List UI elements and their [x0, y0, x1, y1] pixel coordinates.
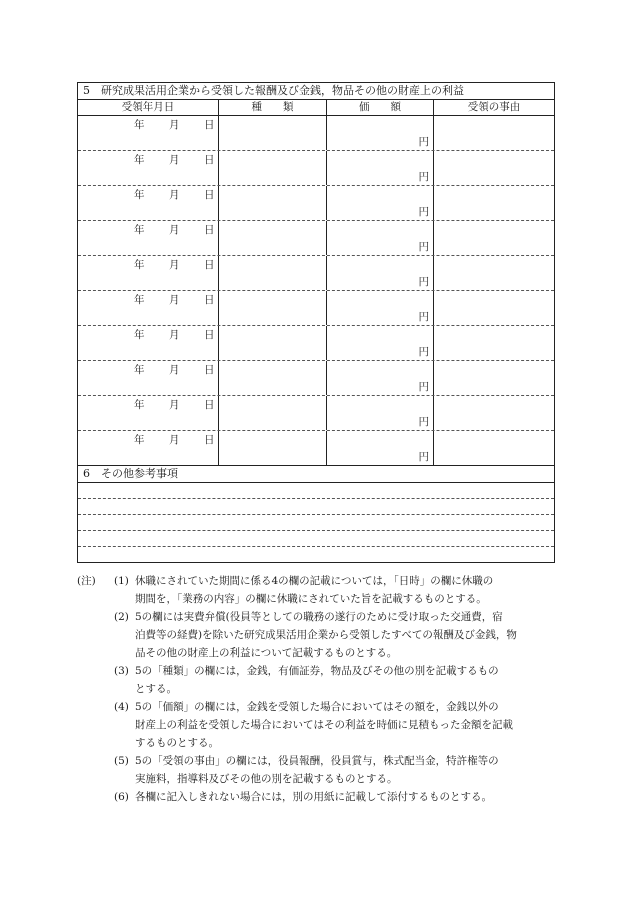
- reason-cell[interactable]: [434, 396, 554, 430]
- note-number: (5): [114, 755, 129, 767]
- yen-label: 円: [418, 136, 429, 148]
- notes-label: (注): [77, 575, 96, 587]
- yen-label: 円: [418, 416, 429, 428]
- year-label: 年: [134, 364, 145, 376]
- reason-cell[interactable]: [434, 116, 554, 150]
- received-date-cell[interactable]: [78, 396, 219, 430]
- note-text-line: 5の「価額」の欄には，金銭を受領した場合においてはその額を，金銭以外の: [135, 701, 499, 713]
- month-label: 月: [169, 294, 180, 306]
- header-type: 種 類: [219, 100, 327, 115]
- yen-label: 円: [418, 381, 429, 393]
- month-label: 月: [169, 329, 180, 341]
- note-number: (6): [114, 791, 129, 803]
- month-label: 月: [169, 364, 180, 376]
- note-text-line: 5の欄には実費弁償(役員等としての職務の遂行のために受け取った交通費，宿: [135, 611, 503, 623]
- reason-cell[interactable]: [434, 256, 554, 290]
- yen-label: 円: [418, 276, 429, 288]
- day-label: 日: [204, 364, 215, 376]
- header-reason: 受領の事由: [467, 101, 521, 113]
- received-date-cell[interactable]: [78, 431, 219, 465]
- value-cell[interactable]: [327, 256, 434, 290]
- type-cell[interactable]: [219, 326, 327, 360]
- month-label: 月: [169, 434, 180, 446]
- received-date-cell[interactable]: [78, 186, 219, 220]
- date-labels: [78, 222, 219, 236]
- type-cell[interactable]: [219, 361, 327, 395]
- month-label: 月: [169, 154, 180, 166]
- note-number: (1): [114, 575, 129, 587]
- value-cell[interactable]: [327, 291, 434, 325]
- reason-cell[interactable]: [434, 361, 554, 395]
- note-text-line: 品その他の財産上の利益について記載するものとする。: [135, 647, 398, 659]
- value-cell[interactable]: [327, 431, 434, 465]
- type-cell[interactable]: [219, 221, 327, 255]
- year-label: 年: [134, 329, 145, 341]
- table-row: [78, 326, 554, 361]
- date-labels: [78, 432, 219, 446]
- year-label: 年: [134, 154, 145, 166]
- note-number: (3): [114, 665, 129, 677]
- month-label: 月: [169, 224, 180, 236]
- date-labels: [78, 152, 219, 166]
- year-label: 年: [134, 294, 145, 306]
- report-form: [77, 82, 555, 563]
- month-label: 月: [169, 259, 180, 271]
- day-label: 日: [204, 399, 215, 411]
- section6: [78, 466, 554, 562]
- reason-cell[interactable]: [434, 326, 554, 360]
- notes: [77, 572, 557, 806]
- reason-cell[interactable]: [434, 186, 554, 220]
- day-label: 日: [204, 434, 215, 446]
- table-row: [78, 221, 554, 256]
- value-cell[interactable]: [327, 396, 434, 430]
- received-date-cell[interactable]: [78, 361, 219, 395]
- note-text-line: 泊費等の経費)を除いた研究成果活用企業から受領したすべての報酬及び金銭，物: [135, 629, 517, 641]
- reference-line[interactable]: [78, 515, 554, 531]
- year-label: 年: [134, 434, 145, 446]
- note-text-line: するものとする。: [135, 737, 219, 749]
- month-label: 月: [169, 189, 180, 201]
- type-cell[interactable]: [219, 151, 327, 185]
- table-row: [78, 116, 554, 151]
- received-date-cell[interactable]: [78, 291, 219, 325]
- note-text-line: 財産上の利益を受領した場合においてはその利益を時価に見積もった金額を記載: [135, 719, 513, 731]
- month-label: 月: [169, 399, 180, 411]
- year-label: 年: [134, 224, 145, 236]
- received-date-cell[interactable]: [78, 326, 219, 360]
- table-row: [78, 396, 554, 431]
- type-cell[interactable]: [219, 291, 327, 325]
- type-cell[interactable]: [219, 431, 327, 465]
- note-text-line: 期間を，「業務の内容」の欄に休職にされていた旨を記載するものとする。: [135, 593, 487, 605]
- day-label: 日: [204, 224, 215, 236]
- table-row: [78, 186, 554, 221]
- date-labels: [78, 397, 219, 411]
- day-label: 日: [204, 329, 215, 341]
- note-text-line: 実施料，指導料及びその他の別を記載するものとする。: [135, 773, 398, 785]
- note-text-line: 各欄に記入しきれない場合には，別の用紙に記載して添付するものとする。: [135, 791, 492, 803]
- date-labels: [78, 257, 219, 271]
- year-label: 年: [134, 259, 145, 271]
- type-cell[interactable]: [219, 116, 327, 150]
- date-labels: [78, 187, 219, 201]
- day-label: 日: [204, 189, 215, 201]
- reason-cell[interactable]: [434, 151, 554, 185]
- month-label: 月: [169, 119, 180, 131]
- reason-cell[interactable]: [434, 291, 554, 325]
- note-text-line: とする。: [135, 683, 177, 695]
- value-cell[interactable]: [327, 186, 434, 220]
- type-cell[interactable]: [219, 256, 327, 290]
- note-item: [77, 662, 557, 698]
- value-cell[interactable]: [327, 116, 434, 150]
- section6-lines: [78, 483, 554, 562]
- reason-cell[interactable]: [434, 431, 554, 465]
- note-item: [77, 698, 557, 752]
- note-text-line: 5の「種類」の欄には，金銭，有価証券，物品及びその他の別を記載するもの: [135, 665, 499, 677]
- type-cell[interactable]: [219, 396, 327, 430]
- yen-label: 円: [418, 206, 429, 218]
- day-label: 日: [204, 154, 215, 166]
- note-item: [77, 752, 557, 788]
- table-row: [78, 256, 554, 291]
- received-date-cell[interactable]: [78, 116, 219, 150]
- note-number: (2): [114, 611, 129, 623]
- reference-line[interactable]: [78, 483, 554, 499]
- reference-line[interactable]: [78, 531, 554, 547]
- reason-cell[interactable]: [434, 221, 554, 255]
- note-number: (4): [114, 701, 129, 713]
- header-received-date: 受領年月日: [78, 100, 219, 115]
- note-text-line: 休職にされていた期間に係る4の欄の記載については，「日時」の欄に休職の: [135, 575, 494, 587]
- received-date-cell[interactable]: [78, 151, 219, 185]
- table-row: [78, 151, 554, 186]
- note-text-line: 5の「受領の事由」の欄には，役員報酬，役員賞与，株式配当金，特許権等の: [135, 755, 499, 767]
- yen-label: 円: [418, 451, 429, 463]
- table-row: [78, 291, 554, 326]
- yen-label: 円: [418, 311, 429, 323]
- header-value: 価 額: [327, 100, 434, 115]
- yen-label: 円: [418, 171, 429, 183]
- note-item: [77, 788, 557, 806]
- reference-line[interactable]: [78, 499, 554, 515]
- section5-column-headers: [78, 100, 554, 116]
- table-row: [78, 431, 554, 466]
- day-label: 日: [204, 294, 215, 306]
- section6-title: 6 その他参考事項: [78, 466, 554, 483]
- date-labels: [78, 117, 219, 131]
- section5-title: 5 研究成果活用企業から受領した報酬及び金銭，物品その他の財産上の利益: [78, 83, 554, 100]
- value-cell[interactable]: [327, 151, 434, 185]
- date-labels: [78, 327, 219, 341]
- year-label: 年: [134, 189, 145, 201]
- day-label: 日: [204, 119, 215, 131]
- note-item: [77, 572, 557, 608]
- type-cell[interactable]: [219, 186, 327, 220]
- date-labels: [78, 362, 219, 376]
- day-label: 日: [204, 259, 215, 271]
- table-row: [78, 361, 554, 396]
- received-date-cell[interactable]: [78, 221, 219, 255]
- year-label: 年: [134, 399, 145, 411]
- received-date-cell[interactable]: [78, 256, 219, 290]
- note-item: [77, 608, 557, 662]
- yen-label: 円: [418, 241, 429, 253]
- date-labels: [78, 292, 219, 306]
- year-label: 年: [134, 119, 145, 131]
- value-cell[interactable]: [327, 361, 434, 395]
- value-cell[interactable]: [327, 326, 434, 360]
- section5-rows: [78, 116, 554, 466]
- value-cell[interactable]: [327, 221, 434, 255]
- reference-line[interactable]: [78, 547, 554, 562]
- yen-label: 円: [418, 346, 429, 358]
